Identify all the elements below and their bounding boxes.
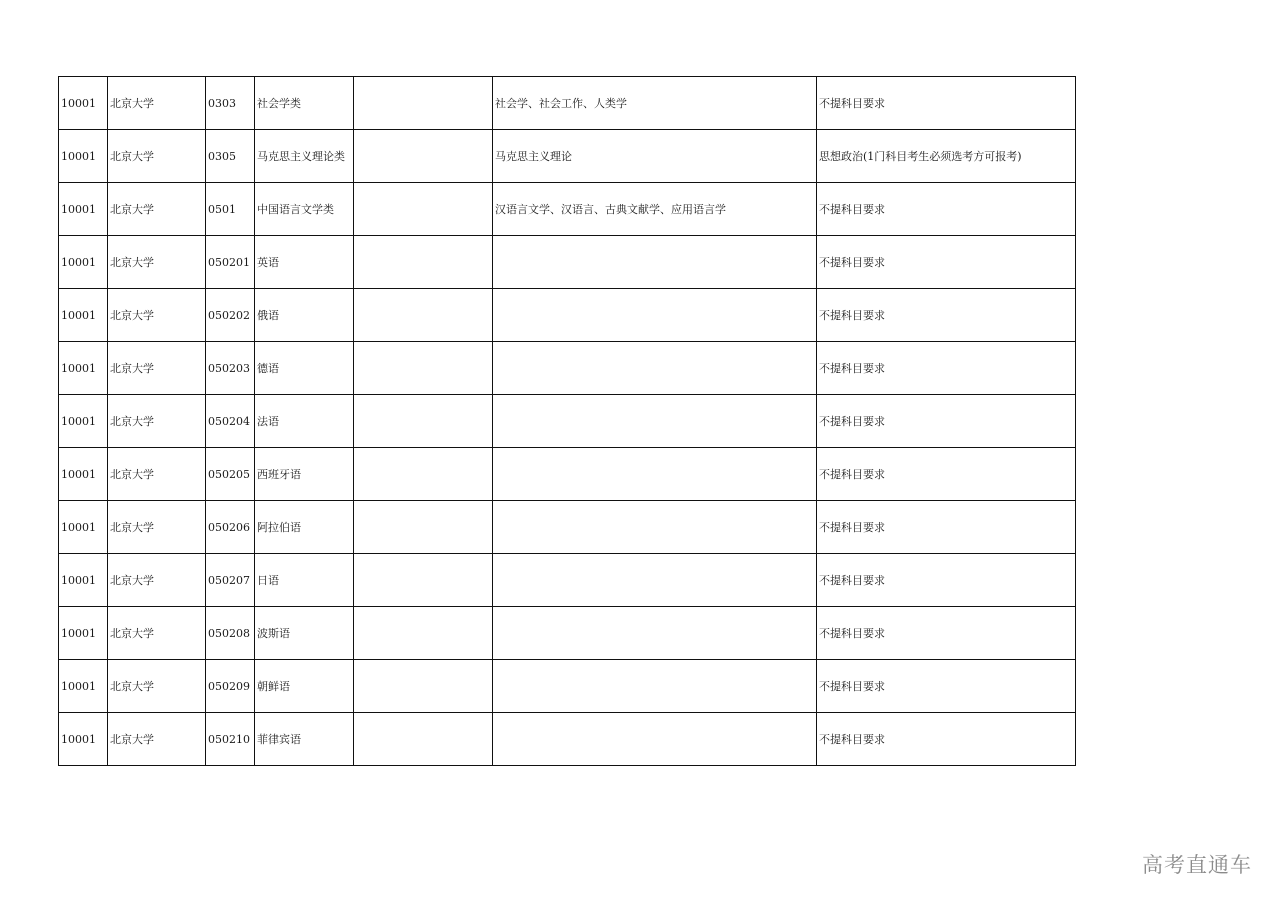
school-name-cell: 北京大学	[108, 183, 206, 236]
major-code-cell: 050208	[206, 607, 255, 660]
school-code-cell: 10001	[59, 183, 108, 236]
subject-requirement-cell: 不提科目要求	[817, 289, 1076, 342]
major-code-cell: 050206	[206, 501, 255, 554]
note-cell	[354, 448, 493, 501]
school-name-cell: 北京大学	[108, 289, 206, 342]
major-code-cell: 050205	[206, 448, 255, 501]
school-name-cell: 北京大学	[108, 713, 206, 766]
school-name-cell: 北京大学	[108, 554, 206, 607]
school-name-cell: 北京大学	[108, 130, 206, 183]
school-code-cell: 10001	[59, 607, 108, 660]
note-cell	[354, 289, 493, 342]
note-cell	[354, 713, 493, 766]
table-row	[59, 342, 1076, 395]
included-majors-cell: 马克思主义理论	[493, 130, 817, 183]
table-row	[59, 660, 1076, 713]
table-row	[59, 236, 1076, 289]
note-cell	[354, 501, 493, 554]
major-code-cell: 050203	[206, 342, 255, 395]
school-code-cell: 10001	[59, 713, 108, 766]
major-code-cell: 050210	[206, 713, 255, 766]
school-code-cell: 10001	[59, 554, 108, 607]
major-name-cell: 俄语	[255, 289, 354, 342]
major-code-cell: 050202	[206, 289, 255, 342]
note-cell	[354, 183, 493, 236]
school-name-cell: 北京大学	[108, 448, 206, 501]
major-code-cell: 0305	[206, 130, 255, 183]
school-code-cell: 10001	[59, 660, 108, 713]
included-majors-cell	[493, 342, 817, 395]
included-majors-cell	[493, 289, 817, 342]
included-majors-cell	[493, 660, 817, 713]
major-code-cell: 0303	[206, 77, 255, 130]
note-cell	[354, 660, 493, 713]
school-code-cell: 10001	[59, 289, 108, 342]
subject-requirement-cell: 不提科目要求	[817, 395, 1076, 448]
major-name-cell: 西班牙语	[255, 448, 354, 501]
table-row	[59, 713, 1076, 766]
major-name-cell: 菲律宾语	[255, 713, 354, 766]
school-code-cell: 10001	[59, 236, 108, 289]
subject-requirement-cell: 不提科目要求	[817, 183, 1076, 236]
subject-requirement-cell: 不提科目要求	[817, 342, 1076, 395]
school-name-cell: 北京大学	[108, 395, 206, 448]
major-code-cell: 050207	[206, 554, 255, 607]
included-majors-cell: 汉语言文学、汉语言、古典文献学、应用语言学	[493, 183, 817, 236]
major-name-cell: 阿拉伯语	[255, 501, 354, 554]
subject-requirement-cell: 不提科目要求	[817, 77, 1076, 130]
note-cell	[354, 342, 493, 395]
subject-requirement-cell: 不提科目要求	[817, 660, 1076, 713]
table-row	[59, 289, 1076, 342]
school-name-cell: 北京大学	[108, 342, 206, 395]
note-cell	[354, 77, 493, 130]
included-majors-cell	[493, 236, 817, 289]
major-code-cell: 0501	[206, 183, 255, 236]
note-cell	[354, 554, 493, 607]
school-code-cell: 10001	[59, 395, 108, 448]
major-name-cell: 朝鲜语	[255, 660, 354, 713]
school-name-cell: 北京大学	[108, 607, 206, 660]
included-majors-cell	[493, 395, 817, 448]
table-row	[59, 130, 1076, 183]
major-code-cell: 050201	[206, 236, 255, 289]
note-cell	[354, 607, 493, 660]
school-name-cell: 北京大学	[108, 236, 206, 289]
table-body	[59, 77, 1076, 766]
subject-requirement-cell: 思想政治(1门科目考生必须选考方可报考)	[817, 130, 1076, 183]
table-row	[59, 77, 1076, 130]
subject-requirement-cell: 不提科目要求	[817, 554, 1076, 607]
subject-requirement-cell: 不提科目要求	[817, 448, 1076, 501]
school-name-cell: 北京大学	[108, 77, 206, 130]
included-majors-cell	[493, 607, 817, 660]
table-row	[59, 183, 1076, 236]
note-cell	[354, 236, 493, 289]
included-majors-cell	[493, 713, 817, 766]
school-code-cell: 10001	[59, 448, 108, 501]
table-row	[59, 554, 1076, 607]
included-majors-cell	[493, 554, 817, 607]
subject-requirement-cell: 不提科目要求	[817, 607, 1076, 660]
included-majors-cell: 社会学、社会工作、人类学	[493, 77, 817, 130]
major-code-cell: 050204	[206, 395, 255, 448]
subject-requirement-cell: 不提科目要求	[817, 501, 1076, 554]
school-code-cell: 10001	[59, 501, 108, 554]
school-code-cell: 10001	[59, 130, 108, 183]
watermark-text: 高考直通车	[1142, 853, 1252, 877]
major-name-cell: 波斯语	[255, 607, 354, 660]
table-row	[59, 607, 1076, 660]
school-code-cell: 10001	[59, 342, 108, 395]
major-name-cell: 中国语言文学类	[255, 183, 354, 236]
major-name-cell: 日语	[255, 554, 354, 607]
table-row	[59, 501, 1076, 554]
table-row	[59, 448, 1076, 501]
table-row	[59, 395, 1076, 448]
included-majors-cell	[493, 448, 817, 501]
major-name-cell: 马克思主义理论类	[255, 130, 354, 183]
major-name-cell: 社会学类	[255, 77, 354, 130]
subject-requirement-table	[58, 76, 1076, 766]
major-code-cell: 050209	[206, 660, 255, 713]
included-majors-cell	[493, 501, 817, 554]
subject-requirement-cell: 不提科目要求	[817, 236, 1076, 289]
school-code-cell: 10001	[59, 77, 108, 130]
subject-requirement-cell: 不提科目要求	[817, 713, 1076, 766]
school-name-cell: 北京大学	[108, 501, 206, 554]
note-cell	[354, 395, 493, 448]
major-name-cell: 法语	[255, 395, 354, 448]
school-name-cell: 北京大学	[108, 660, 206, 713]
major-name-cell: 英语	[255, 236, 354, 289]
major-name-cell: 德语	[255, 342, 354, 395]
note-cell	[354, 130, 493, 183]
